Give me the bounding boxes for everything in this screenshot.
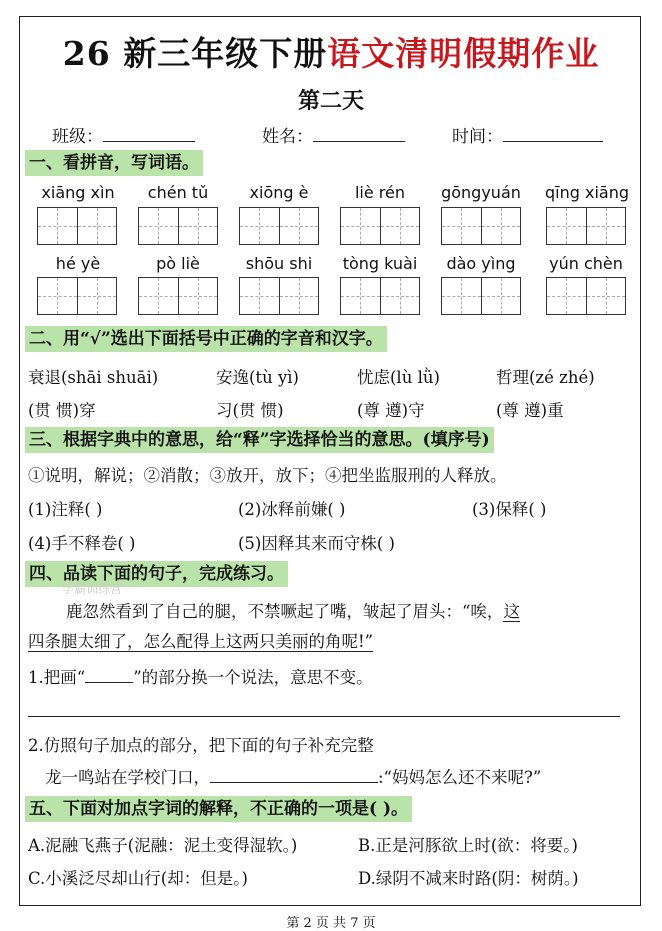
option-item[interactable]: 习(贯 惯) (216, 401, 284, 420)
writing-grid[interactable] (239, 277, 319, 315)
writing-grid[interactable] (441, 207, 521, 245)
question-item[interactable]: (1)注释( ) (28, 500, 103, 519)
option-item[interactable]: 衰退(shāi shuāi) (28, 368, 159, 387)
section4-heading: 四、品读下面的句子，完成练习。 (25, 561, 288, 587)
underlined-text: 这 (503, 602, 520, 621)
watermark: 学霸训练营 (62, 582, 123, 596)
name-field: 姓名： (262, 122, 405, 147)
time-field: 时间： (452, 122, 603, 147)
question-2-sentence: 龙一鸣站在学校门口， :“妈妈怎么还不来呢?” (45, 768, 542, 787)
pinyin: pò liè (156, 254, 200, 273)
pinyin: xiāng xìn (41, 183, 115, 202)
underlined-text: 四条腿太细了，怎么配得上这两只美丽的角呢!” (28, 632, 374, 651)
section1-heading: 一、看拼音，写词语。 (25, 150, 203, 176)
writing-grid[interactable] (546, 207, 626, 245)
question-1: 1.把画“ ”的部分换一个说法，意思不变。 (28, 668, 373, 687)
pinyin: xiōng è (249, 183, 309, 202)
passage-line2 (28, 628, 373, 652)
option-item[interactable]: (尊 遵)守 (357, 401, 425, 420)
choice-c[interactable]: C.小溪泛尽却山行(却：但是。) (28, 869, 248, 888)
option-item[interactable]: 忧虑(lù lǜ) (357, 368, 440, 387)
question-item[interactable]: (3)保释( ) (472, 500, 547, 519)
pinyin: gōngyuán (441, 183, 521, 202)
section3-heading: 三、根据字典中的意思，给“释”字选择恰当的意思。(填序号) (25, 427, 494, 453)
class-field: 班级： (52, 122, 195, 147)
pinyin: yún chèn (549, 254, 623, 273)
section2-heading: 二、用“√”选出下面括号中正确的字音和汉字。 (25, 326, 387, 352)
choice-d[interactable]: D.绿阴不减来时路(阴：树荫。) (358, 869, 579, 888)
blank-line (85, 668, 133, 683)
pinyin: shōu shi (245, 254, 313, 273)
section5-heading: 五、下面对加点字词的解释，不正确的一项是( )。 (25, 796, 412, 822)
writing-grid[interactable] (37, 207, 117, 245)
writing-grid[interactable] (138, 277, 218, 315)
question-2: 2.仿照句子加点的部分，把下面的句子补充完整 (28, 736, 374, 755)
page-subtitle: 第二天 (297, 88, 364, 114)
pinyin: dào yìng (446, 254, 516, 273)
writing-grid[interactable] (340, 207, 420, 245)
choice-b[interactable]: B.正是河豚欲上时(欲：将要。) (358, 836, 578, 855)
pinyin: chén tǔ (147, 183, 209, 202)
answer-blank[interactable] (210, 768, 378, 783)
writing-grid[interactable] (138, 207, 218, 245)
writing-grid[interactable] (239, 207, 319, 245)
question-item[interactable]: (2)冰释前嫌( ) (238, 500, 346, 519)
option-item[interactable]: (尊 遵)重 (496, 401, 564, 420)
pinyin: liè rén (354, 183, 406, 202)
page-title: 26 新三年级下册语文清明假期作业 (62, 34, 600, 73)
page-footer: 第 2 页 共 7 页 (286, 916, 376, 931)
passage-line1: 鹿忽然看到了自己的腿，不禁噘起了嘴，皱起了眉头：“唉，这 (66, 602, 520, 621)
writing-grid[interactable] (546, 277, 626, 315)
question-item[interactable]: (4)手不释卷( ) (28, 534, 136, 553)
pinyin: qīng xiāng (545, 183, 629, 202)
pinyin: hé yè (55, 254, 101, 273)
time-blank[interactable] (503, 125, 603, 142)
writing-grid[interactable] (340, 277, 420, 315)
class-blank[interactable] (103, 125, 195, 142)
option-item[interactable]: (贯 惯)穿 (28, 401, 96, 420)
writing-grid[interactable] (441, 277, 521, 315)
option-item[interactable]: 哲理(zé zhé) (496, 368, 595, 387)
question-item[interactable]: (5)因释其来而守株( ) (238, 534, 395, 553)
writing-grid[interactable] (37, 277, 117, 315)
answer-line[interactable] (28, 716, 620, 717)
option-item[interactable]: 安逸(tù yì) (216, 368, 299, 387)
pinyin: tòng kuài (342, 254, 418, 273)
name-blank[interactable] (313, 125, 405, 142)
choice-a[interactable]: A.泥融飞燕子(泥融：泥土变得湿软。) (28, 836, 298, 855)
meanings-list: ①说明，解说；②消散；③放开，放下；④把坐监服刑的人释放。 (28, 466, 507, 485)
